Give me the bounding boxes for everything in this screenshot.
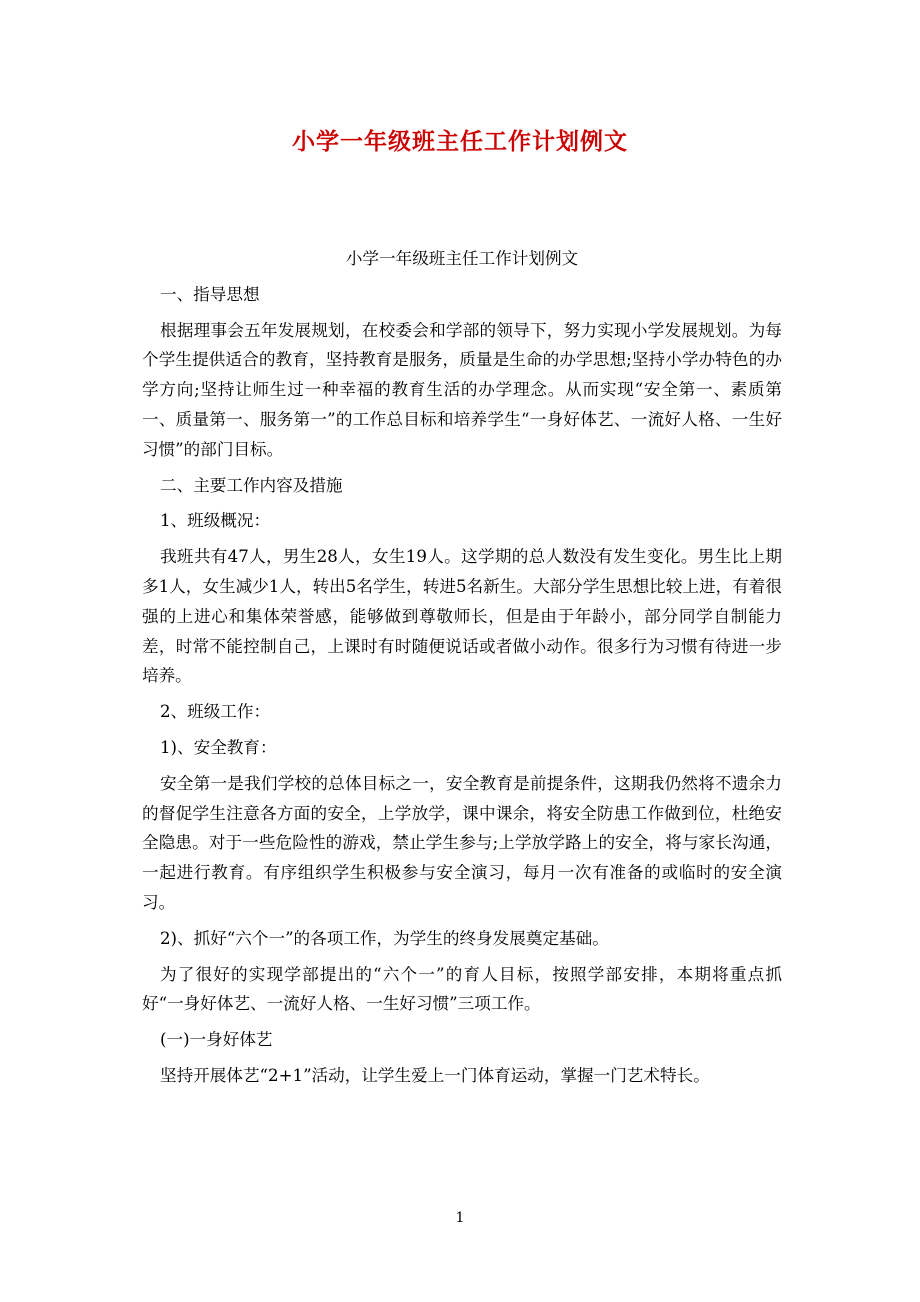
document-body bbox=[142, 244, 782, 1097]
document-subtitle: 小学一年级班主任工作计划例文 bbox=[345, 249, 579, 268]
document-title: 小学一年级班主任工作计划例文 bbox=[292, 128, 628, 155]
section-heading-main-work: 二、主要工作内容及措施 bbox=[160, 475, 343, 495]
paragraph-safety-education: 安全第一是我们学校的总体目标之一，安全教育是前提条件，这期我仍然将不遗余力的督促学生注意各方面的安全，上学放学，课中课余，将安全防患工作做到位，杜绝安全隐患。对于一些危险性的游戏，禁止学生参与;上学放学路上的安全，将与家长沟通，一起进行教育。有序组织学生积极参与安全演习，每月一次有准备的或临时的安全演习。 bbox=[142, 773, 782, 912]
subheading-sports-arts: (一)一身好体艺 bbox=[160, 1030, 273, 1050]
paragraph-six-ones: 为了很好的实现学部提出的“六个一”的育人目标，按照学部安排，本期将重点抓好“一身好体艺、一流好人格、一生好习惯”三项工作。 bbox=[142, 964, 782, 1014]
paragraph-guiding-ideology: 根据理事会五年发展规划，在校委会和学部的领导下，努力实现小学发展规划。为每个学生提供适合的教育，坚持教育是服务，质量是生命的办学思想;坚持小学办特色的办学方向;坚持让师生过一种幸福的教育生活的办学理念。从而实现“安全第一、素质第一、质量第一、服务第一”的工作总目标和培养学生“一身好体艺、一流好人格、一生好习惯”的部门目标。 bbox=[142, 320, 782, 459]
paragraph-sports-arts: 坚持开展体艺“2+1”活动，让学生爱上一门体育运动，掌握一门艺术特长。 bbox=[160, 1065, 710, 1085]
subheading-class-overview: 1、班级概况： bbox=[160, 511, 271, 531]
page-number: 1 bbox=[455, 1210, 465, 1226]
subheading-six-ones: 2)、抓好“六个一”的各项工作，为学生的终身发展奠定基础。 bbox=[160, 928, 609, 948]
subheading-class-work: 2、班级工作： bbox=[160, 702, 271, 722]
paragraph-class-overview: 我班共有47人，男生28人，女生19人。这学期的总人数没有发生变化。男生比上期多1人，女生减少1人，转出5名学生，转进5名新生。大部分学生思想比较上进，有着很强的上进心和集体荣誉感，能够做到尊敬师长，但是由于年龄小，部分同学自制能力差，时常不能控制自己，上课时有时随便说话或者做小动作。很多行为习惯有待进一步培养。 bbox=[142, 547, 782, 686]
section-heading-guiding-ideology: 一、指导思想 bbox=[160, 284, 260, 304]
subheading-safety-education: 1)、安全教育： bbox=[160, 737, 277, 757]
